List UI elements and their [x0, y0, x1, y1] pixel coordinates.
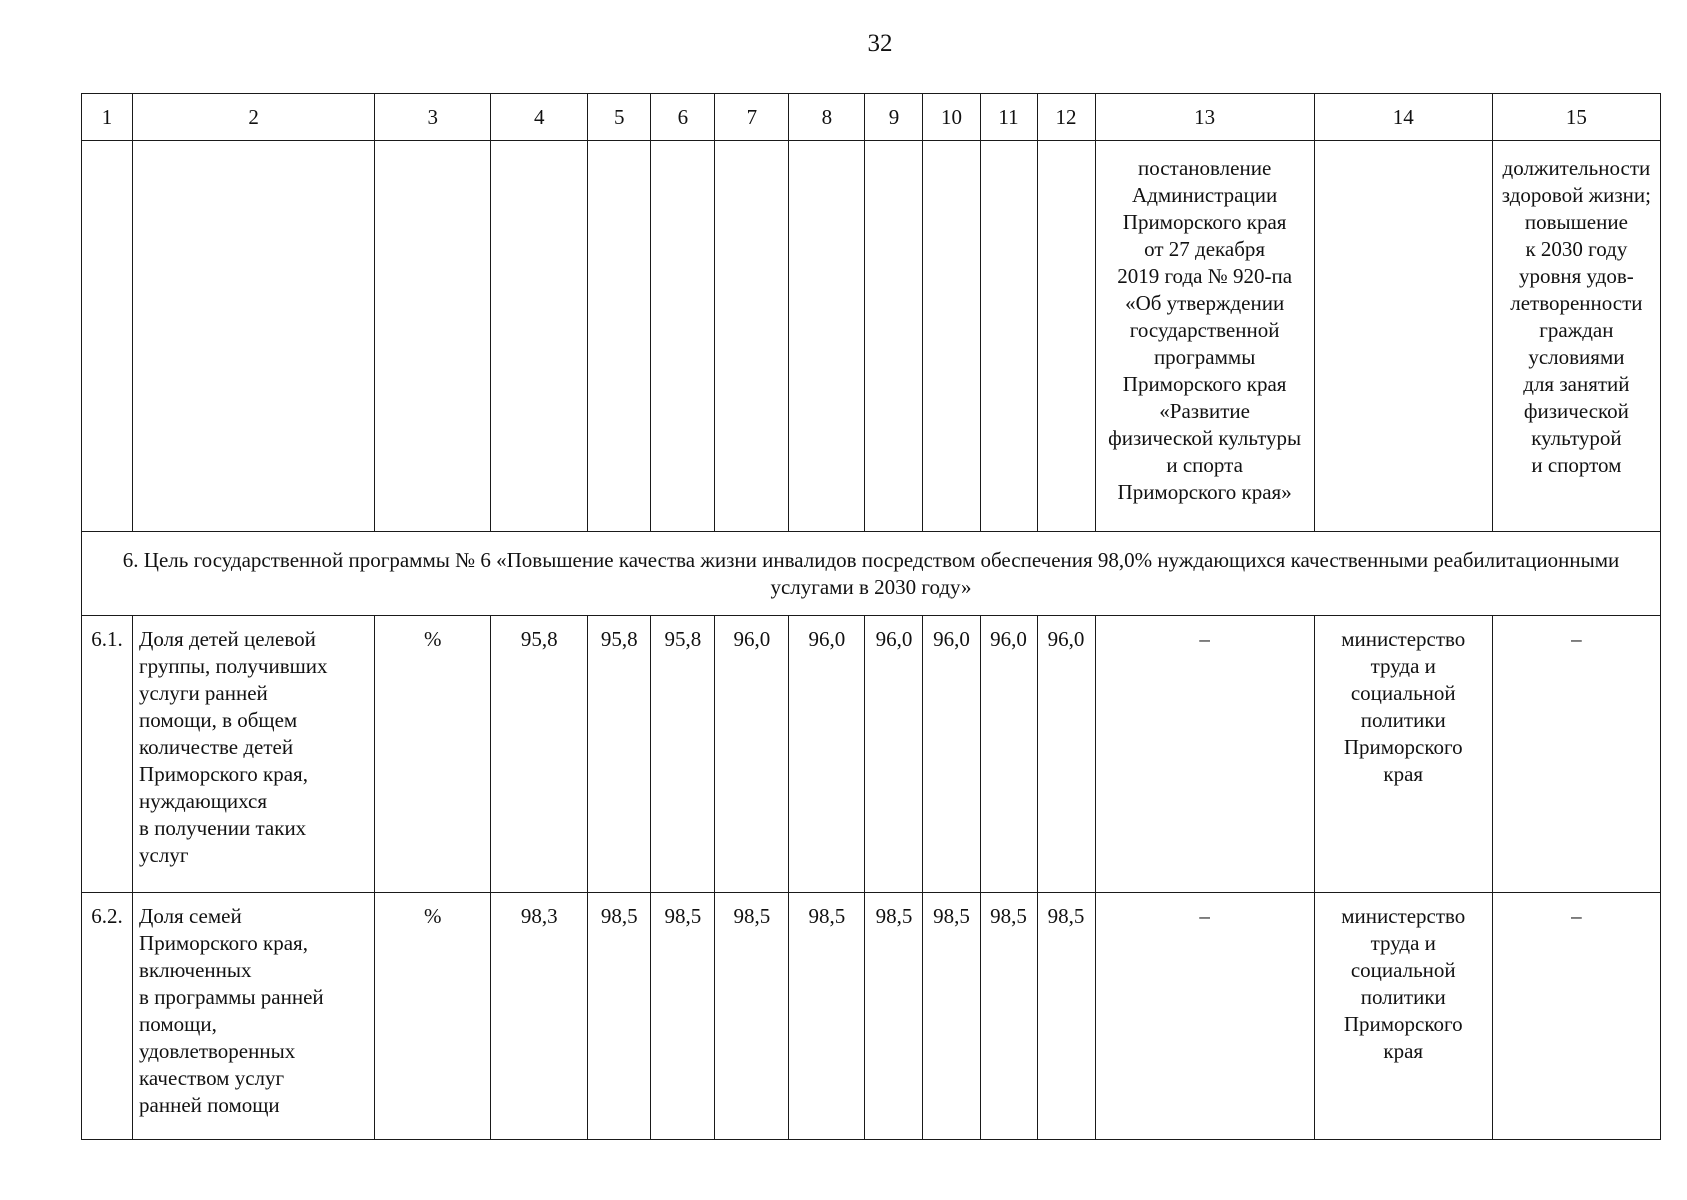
column-number: 4	[491, 94, 588, 141]
indicator-row	[82, 616, 1661, 893]
unit-cell: %	[375, 893, 491, 1140]
column-number-row	[82, 94, 1661, 141]
section-title: 6. Цель государственной программы № 6 «Повышение качества жизни инвалидов посредством обеспечения 98,0% нуждающихся качественными реабилитационными услугами в 2030 году»	[82, 532, 1661, 616]
responsible-cell: министерство труда и социальной политики Приморского края	[1314, 893, 1492, 1140]
legal-basis-cell: постановление Администрации Приморского края от 27 декабря 2019 года № 920-па «Об утверждении государственной программы Приморского края «Развитие физической культуры и спорта Приморского края»	[1095, 141, 1314, 532]
legal-basis-cell: –	[1095, 893, 1314, 1140]
value-cell: 98,5	[980, 893, 1037, 1140]
empty-cell	[980, 141, 1037, 532]
column-number: 5	[588, 94, 651, 141]
goal-link-cell: должительности здоровой жизни; повышение к 2030 году уровня удов- летворенности граждан условиями для занятий физической культурой и спортом	[1492, 141, 1660, 532]
indicator-row	[82, 893, 1661, 1140]
column-number: 11	[980, 94, 1037, 141]
empty-cell	[789, 141, 865, 532]
value-cell: 96,0	[715, 616, 789, 893]
column-number: 8	[789, 94, 865, 141]
value-cell: 96,0	[923, 616, 980, 893]
value-cell: 98,5	[651, 893, 715, 1140]
column-number: 1	[82, 94, 133, 141]
empty-cell	[82, 141, 133, 532]
empty-cell	[491, 141, 588, 532]
value-cell: 98,5	[1037, 893, 1095, 1140]
row-number: 6.1.	[82, 616, 133, 893]
column-number: 12	[1037, 94, 1095, 141]
value-cell: 98,5	[715, 893, 789, 1140]
column-number: 9	[865, 94, 923, 141]
empty-cell	[375, 141, 491, 532]
empty-cell	[588, 141, 651, 532]
column-number: 6	[651, 94, 715, 141]
goal-link-cell: –	[1492, 893, 1660, 1140]
page-number: 32	[867, 30, 893, 57]
section-heading-row	[82, 532, 1661, 616]
value-cell: 96,0	[980, 616, 1037, 893]
empty-cell	[1037, 141, 1095, 532]
empty-cell	[865, 141, 923, 532]
value-cell: 98,3	[491, 893, 588, 1140]
legal-basis-cell: –	[1095, 616, 1314, 893]
column-number: 10	[923, 94, 980, 141]
value-cell: 95,8	[588, 616, 651, 893]
responsible-cell: министерство труда и социальной политики Приморского края	[1314, 616, 1492, 893]
indicator-name: Доля семей Приморского края, включенных в программы ранней помощи, удовлетворенных качеством услуг ранней помощи	[133, 893, 375, 1140]
goal-link-cell: –	[1492, 616, 1660, 893]
column-number: 2	[133, 94, 375, 141]
empty-cell	[1314, 141, 1492, 532]
value-cell: 95,8	[651, 616, 715, 893]
column-number: 14	[1314, 94, 1492, 141]
continuation-row	[82, 141, 1661, 532]
column-number: 15	[1492, 94, 1660, 141]
column-number: 7	[715, 94, 789, 141]
value-cell: 96,0	[789, 616, 865, 893]
empty-cell	[133, 141, 375, 532]
indicators-table	[81, 93, 1661, 1140]
column-number: 13	[1095, 94, 1314, 141]
value-cell: 98,5	[923, 893, 980, 1140]
value-cell: 98,5	[865, 893, 923, 1140]
value-cell: 98,5	[789, 893, 865, 1140]
row-number: 6.2.	[82, 893, 133, 1140]
unit-cell: %	[375, 616, 491, 893]
column-number: 3	[375, 94, 491, 141]
empty-cell	[651, 141, 715, 532]
empty-cell	[923, 141, 980, 532]
value-cell: 98,5	[588, 893, 651, 1140]
value-cell: 95,8	[491, 616, 588, 893]
empty-cell	[715, 141, 789, 532]
value-cell: 96,0	[865, 616, 923, 893]
value-cell: 96,0	[1037, 616, 1095, 893]
indicator-name: Доля детей целевой группы, получивших услуги ранней помощи, в общем количестве детей Приморского края, нуждающихся в получении таких услуг	[133, 616, 375, 893]
